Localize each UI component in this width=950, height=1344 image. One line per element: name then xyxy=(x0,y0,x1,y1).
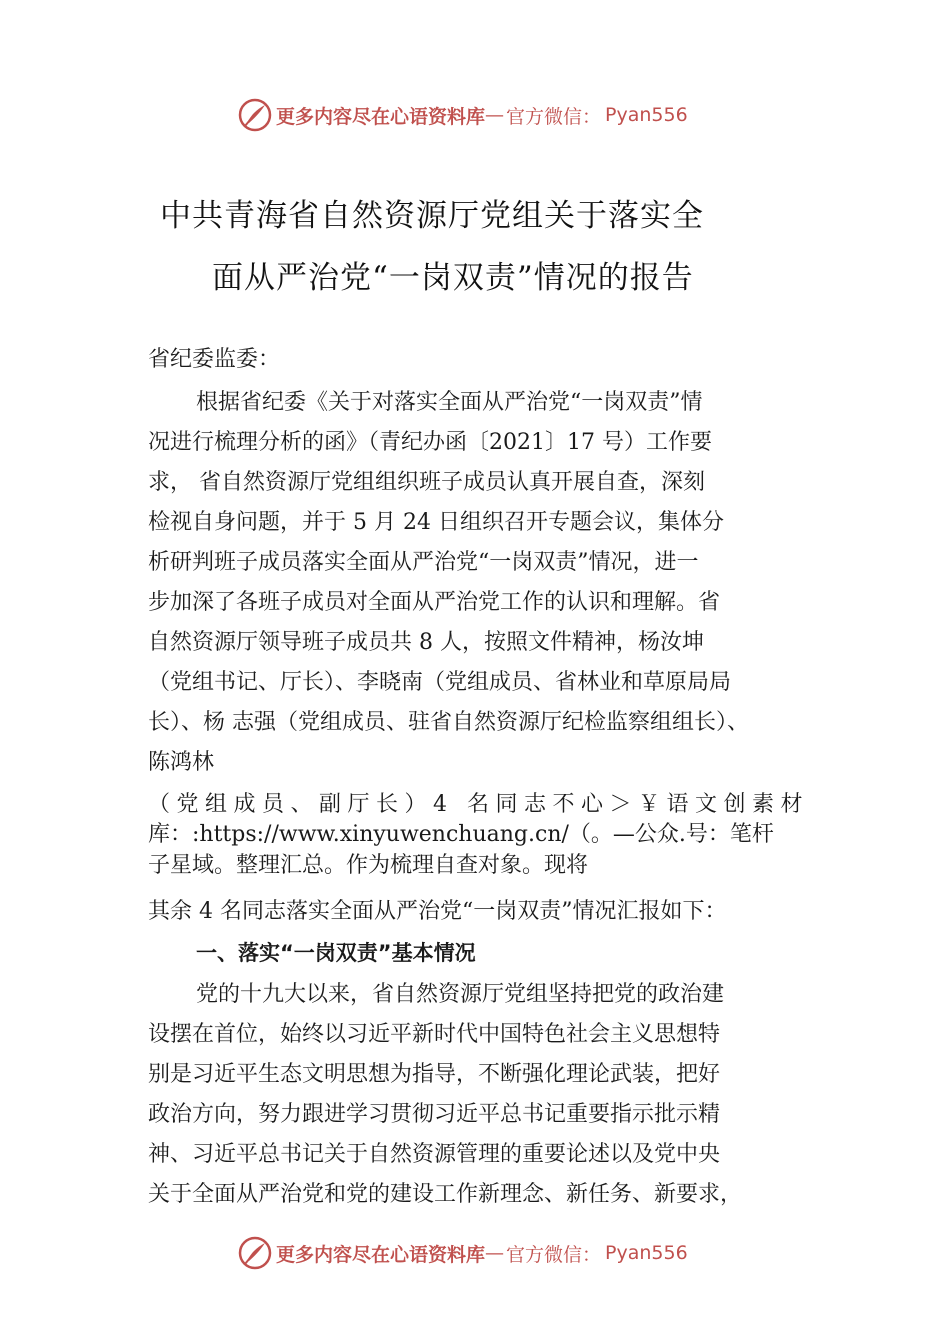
para1-line: 子星域。整理汇总。作为梳理自查对象。现将 xyxy=(148,853,589,878)
banner-wechat-label: 官方微信： xyxy=(506,105,602,128)
para1-line: 况进行梳理分析的函》（青纪办函〔2021〕17 号）工作要 xyxy=(148,430,712,455)
para1-line: 根据省纪委《关于对落实全面从严治党“一岗双责”情 xyxy=(196,390,703,415)
section-heading: 一、落实“一岗双责”基本情况 xyxy=(196,941,476,965)
para1-line: 求， 省自然资源厅党组组织班子成员认真开展自查，深刻 xyxy=(148,470,705,495)
para2-line: 关于全面从严治党和党的建设工作新理念、新任务、新要求， xyxy=(148,1182,743,1207)
para2-line: 神、习近平总书记关于自然资源管理的重要论述以及党中央 xyxy=(148,1142,721,1167)
banner-wechat-label: 官方微信： xyxy=(506,1243,602,1266)
banner-wechat-id: Pyan556 xyxy=(605,104,688,126)
banner-separator: — xyxy=(485,1242,505,1264)
banner-site-text: 更多内容尽在心语资料库 xyxy=(276,1243,486,1266)
para1-line: （党组书记、厅长）、李晓南（党组成员、省林业和草原局局 xyxy=(148,670,732,695)
para1-line: 自然资源厅领导班子成员共 8 人，按照文件精神，杨汝坤 xyxy=(148,630,704,655)
para1-line: 检视自身问题，并于 5 月 24 日组织召开专题会议，集体分 xyxy=(148,510,724,535)
doc-title-line-1: 中共青海省自然资源厅党组关于落实全 xyxy=(160,198,704,234)
para1-line: （党组成员、副厅长）4 名同志不心＞￥语文创素材 xyxy=(148,792,809,817)
para2-line: 政治方向，努力跟进学习贯彻习近平总书记重要指示批示精 xyxy=(148,1102,721,1127)
para2-line: 党的十九大以来，省自然资源厅党组坚持把党的政治建 xyxy=(196,982,725,1007)
quill-logo-icon xyxy=(238,98,272,132)
doc-recipient: 省纪委监委： xyxy=(148,347,281,372)
footer-watermark xyxy=(238,1233,738,1273)
para1-line: 步加深了各班子成员对全面从严治党工作的认识和理解。省 xyxy=(148,590,721,615)
para1-line: 陈鸿林 xyxy=(148,750,215,775)
doc-title-line-2: 面从严治党“一岗双责”情况的报告 xyxy=(212,260,694,296)
para1-line: 长）、杨 志强（党组成员、驻省自然资源厅纪检监察组组长）、 xyxy=(148,710,749,735)
banner-wechat-id: Pyan556 xyxy=(605,1242,688,1264)
para1-line: 析研判班子成员落实全面从严治党“一岗双责”情况，进一 xyxy=(148,550,699,575)
para2-line: 别是习近平生态文明思想为指导，不断强化理论武装，把好 xyxy=(148,1062,721,1087)
banner-separator: — xyxy=(485,104,505,126)
para1-line: 库：:https://www.xinyuwenchuang.cn/（。—公众.号：笔杆 xyxy=(148,822,774,847)
quill-logo-icon xyxy=(238,1236,272,1270)
header-watermark xyxy=(238,95,738,135)
para2-line: 设摆在首位，始终以习近平新时代中国特色社会主义思想特 xyxy=(148,1022,721,1047)
banner-site-text: 更多内容尽在心语资料库 xyxy=(276,105,486,128)
para1-line: 其余 4 名同志落实全面从严治党“一岗双责”情况汇报如下： xyxy=(148,899,727,924)
